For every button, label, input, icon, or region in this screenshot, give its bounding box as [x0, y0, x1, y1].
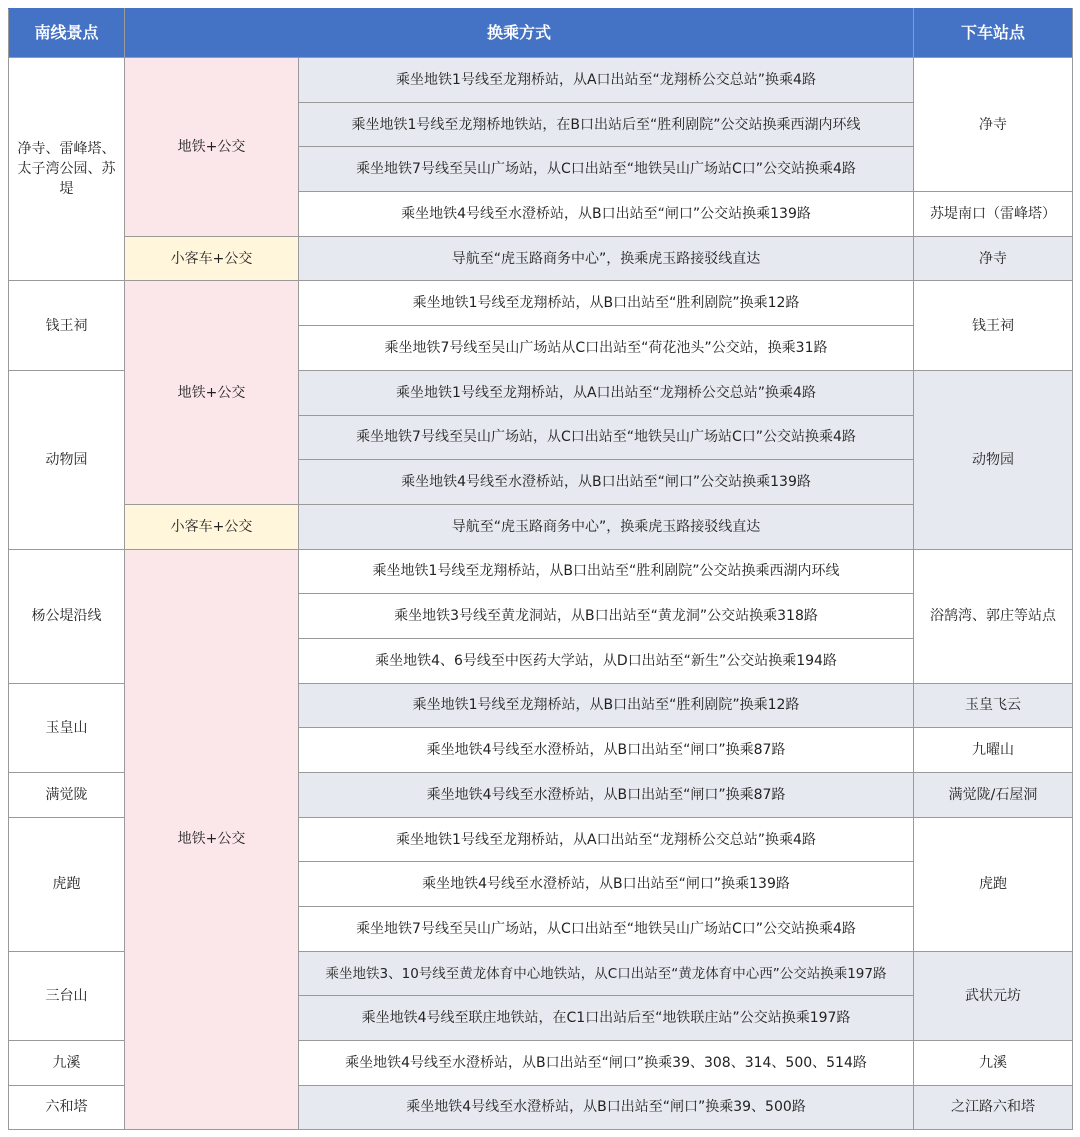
stop-cell: 虎跑: [914, 817, 1073, 951]
route-cell: 导航至“虎玉路商务中心”，换乘虎玉路接驳线直达: [299, 236, 914, 281]
route-cell: 乘坐地铁7号线至吴山广场站，从C口出站至“地铁吴山广场站C口”公交站换乘4路: [299, 907, 914, 952]
stop-cell: 玉皇飞云: [914, 683, 1073, 728]
stop-cell: 之江路六和塔: [914, 1085, 1073, 1129]
table-row: [9, 281, 1073, 326]
stop-cell: 九曜山: [914, 728, 1073, 773]
stop-cell: 净寺: [914, 58, 1073, 192]
route-cell: 乘坐地铁7号线至吴山广场站，从C口出站至“地铁吴山广场站C口”公交站换乘4路: [299, 415, 914, 460]
route-cell: 乘坐地铁1号线至龙翔桥站，从A口出站至“龙翔桥公交总站”换乘4路: [299, 58, 914, 103]
transit-guide-table: [8, 8, 1073, 1130]
scenic-spot-cell: 杨公堤沿线: [9, 549, 125, 683]
stop-cell: 苏堤南口（雷峰塔）: [914, 192, 1073, 237]
route-cell: 乘坐地铁4、6号线至中医药大学站，从D口出站至“新生”公交站换乘194路: [299, 638, 914, 683]
route-cell: 乘坐地铁4号线至联庄地铁站，在C1口出站后至“地铁联庄站”公交站换乘197路: [299, 996, 914, 1041]
route-cell: 乘坐地铁4号线至水澄桥站，从B口出站至“闸口”换乘39、500路: [299, 1085, 914, 1129]
route-cell: 乘坐地铁4号线至水澄桥站，从B口出站至“闸口”换乘139路: [299, 862, 914, 907]
stop-cell: 动物园: [914, 370, 1073, 549]
mode-cell-metro-bus: 地铁+公交: [125, 549, 299, 1129]
scenic-spot-cell: 净寺、雷峰塔、太子湾公园、苏堤: [9, 58, 125, 281]
route-cell: 乘坐地铁1号线至龙翔桥站，从B口出站至“胜利剧院”换乘12路: [299, 281, 914, 326]
mode-cell-car-bus: 小客车+公交: [125, 236, 299, 281]
route-cell: 乘坐地铁4号线至水澄桥站，从B口出站至“闸口”公交站换乘139路: [299, 192, 914, 237]
scenic-spot-cell: 满觉陇: [9, 773, 125, 818]
route-cell: 乘坐地铁4号线至水澄桥站，从B口出站至“闸口”换乘39、308、314、500、514路: [299, 1041, 914, 1086]
table-row: [9, 504, 1073, 549]
mode-cell-car-bus: 小客车+公交: [125, 504, 299, 549]
route-cell: 乘坐地铁7号线至吴山广场站从C口出站至“荷花池头”公交站，换乘31路: [299, 326, 914, 371]
stop-cell: 净寺: [914, 236, 1073, 281]
route-cell: 乘坐地铁1号线至龙翔桥站，从A口出站至“龙翔桥公交总站”换乘4路: [299, 370, 914, 415]
route-cell: 乘坐地铁1号线至龙翔桥站，从A口出站至“龙翔桥公交总站”换乘4路: [299, 817, 914, 862]
scenic-spot-cell: 钱王祠: [9, 281, 125, 370]
route-cell: 乘坐地铁4号线至水澄桥站，从B口出站至“闸口”公交站换乘139路: [299, 460, 914, 505]
scenic-spot-cell: 动物园: [9, 370, 125, 549]
stop-cell: 九溪: [914, 1041, 1073, 1086]
mode-cell-metro-bus: 地铁+公交: [125, 281, 299, 504]
header-row: [9, 9, 1073, 58]
route-cell: 乘坐地铁1号线至龙翔桥站，从B口出站至“胜利剧院”公交站换乘西湖内环线: [299, 549, 914, 594]
route-cell: 乘坐地铁1号线至龙翔桥站，从B口出站至“胜利剧院”换乘12路: [299, 683, 914, 728]
scenic-spot-cell: 九溪: [9, 1041, 125, 1086]
table-row: [9, 236, 1073, 281]
stop-cell: 钱王祠: [914, 281, 1073, 370]
stop-cell: 武状元坊: [914, 951, 1073, 1040]
scenic-spot-cell: 玉皇山: [9, 683, 125, 772]
route-cell: 乘坐地铁1号线至龙翔桥地铁站，在B口出站后至“胜利剧院”公交站换乘西湖内环线: [299, 102, 914, 147]
header-scenic-spot: 南线景点: [9, 9, 125, 58]
scenic-spot-cell: 虎跑: [9, 817, 125, 951]
route-cell: 乘坐地铁7号线至吴山广场站，从C口出站至“地铁吴山广场站C口”公交站换乘4路: [299, 147, 914, 192]
mode-cell-metro-bus: 地铁+公交: [125, 58, 299, 237]
route-cell: 乘坐地铁3号线至黄龙洞站，从B口出站至“黄龙洞”公交站换乘318路: [299, 594, 914, 639]
route-cell: 乘坐地铁4号线至水澄桥站，从B口出站至“闸口”换乘87路: [299, 773, 914, 818]
scenic-spot-cell: 六和塔: [9, 1085, 125, 1129]
table-row: [9, 58, 1073, 103]
table-row: [9, 549, 1073, 594]
scenic-spot-cell: 三台山: [9, 951, 125, 1040]
header-transfer-method: 换乘方式: [125, 9, 914, 58]
route-cell: 乘坐地铁4号线至水澄桥站，从B口出站至“闸口”换乘87路: [299, 728, 914, 773]
stop-cell: 浴鹄湾、郭庄等站点: [914, 549, 1073, 683]
stop-cell: 满觉陇/石屋洞: [914, 773, 1073, 818]
route-cell: 乘坐地铁3、10号线至黄龙体育中心地铁站，从C口出站至“黄龙体育中心西”公交站换乘197路: [299, 951, 914, 996]
route-cell: 导航至“虎玉路商务中心”，换乘虎玉路接驳线直达: [299, 504, 914, 549]
header-stop: 下车站点: [914, 9, 1073, 58]
